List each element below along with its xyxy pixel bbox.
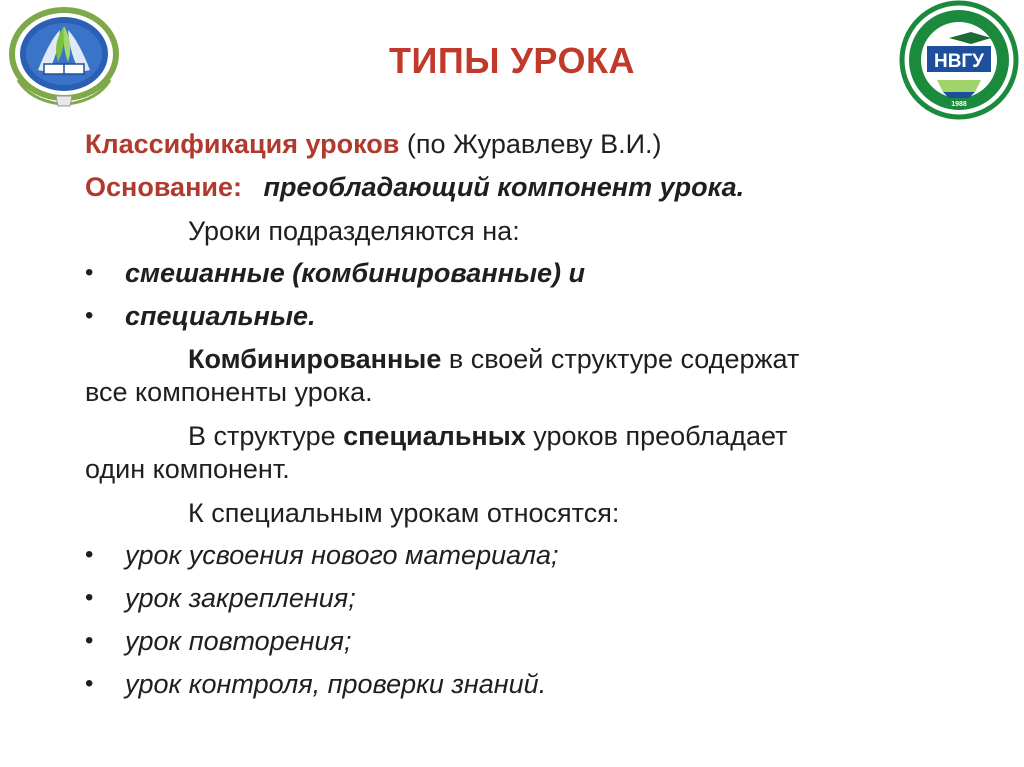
special-intro: В структуре	[188, 421, 344, 451]
special-line-1	[188, 419, 787, 453]
basis-label: Основание:	[85, 172, 242, 202]
list-item: урок контроля, проверки знаний.	[125, 669, 547, 699]
list-item: урок усвоения нового материала;	[125, 540, 559, 570]
slide-title: ТИПЫ УРОКА	[389, 40, 635, 81]
logo-abbr: НВГУ	[933, 51, 985, 72]
classification-label: Классификация уроков	[85, 129, 400, 159]
basis-text: преобладающий компонент урока.	[263, 172, 745, 202]
special-line-2: один компонент.	[85, 454, 290, 484]
logo-year: 1988	[951, 101, 967, 108]
list-item: урок закрепления;	[125, 583, 356, 613]
bullet: •	[85, 541, 94, 568]
combined-line-1	[188, 342, 799, 376]
combined-rest: в своей структуре содержат	[441, 344, 800, 374]
divided-line: Уроки подразделяются на:	[188, 216, 520, 246]
list-item: урок повторения;	[125, 626, 352, 656]
classification-line	[85, 127, 662, 161]
combined-line-2: все компоненты урока.	[85, 377, 373, 407]
basis-line	[85, 170, 744, 204]
special-rest: уроков преобладает	[525, 421, 788, 451]
bullet: •	[85, 584, 94, 611]
bullet: •	[85, 259, 94, 286]
bullet: •	[85, 627, 94, 654]
combined-word: Комбинированные	[188, 344, 442, 374]
special-word: специальных	[343, 421, 526, 451]
special-list-intro: К специальным урокам относятся:	[188, 498, 620, 528]
bullet: •	[85, 302, 94, 329]
bullet: •	[85, 670, 94, 697]
type-special: специальные.	[125, 301, 316, 331]
type-mixed: смешанные (комбинированные) и	[125, 258, 586, 288]
classification-author: (по Журавлеву В.И.)	[399, 129, 662, 159]
